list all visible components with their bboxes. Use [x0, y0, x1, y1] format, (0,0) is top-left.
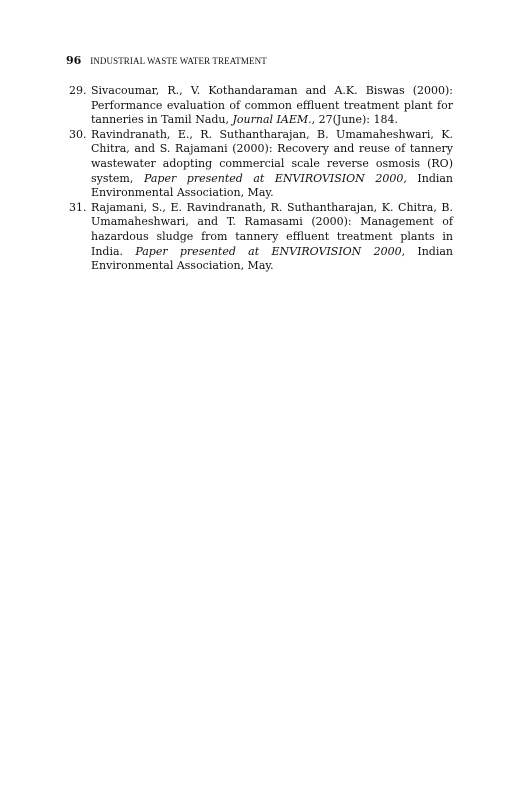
reference-segment: , Indian Environmental Association, May. — [91, 171, 454, 200]
reference-segment: , Indian Environmental Association, May. — [91, 244, 454, 273]
reference-item — [69, 200, 454, 274]
reference-venue: Paper presented at ENVIROVISION 2000 — [135, 244, 402, 258]
reference-text — [91, 128, 453, 201]
reference-segment: Rajamani, S., E. Ravindranath, R. Suthantharajan, K. Chitra, B. Umamaheshwari, and T. Ramasami (2000): Management of hazardous sludge from tannery effluent treatment plants in India. — [91, 200, 453, 258]
reference-number: 31. — [69, 200, 87, 214]
reference-segment: , 27(June): 184. — [311, 113, 398, 127]
reference-text — [91, 201, 453, 274]
reference-venue: Paper presented at ENVIROVISION 2000 — [143, 171, 404, 185]
reference-segment: Sivacoumar, R., V. Kothandaraman and A.K. Biswas (2000): Performance evaluation of common effluent treatment plant for tanneries in Tamil Nadu, — [91, 84, 453, 127]
reference-segment: Ravindranath, E., R. Suthantharajan, B. Umamaheshwari, K. Chitra, and S. Rajamani (2000): Recovery and reuse of tannery wastewater adopting commercial scale reverse osmosis (RO) system, — [91, 127, 453, 185]
reference-number: 29. — [69, 84, 87, 97]
reference-journal-title: Journal IAEM. — [232, 113, 312, 127]
reference-item — [69, 127, 454, 201]
reference-item — [69, 84, 453, 128]
reference-text — [91, 84, 453, 128]
reference-list — [69, 84, 454, 274]
reference-number: 30. — [69, 127, 87, 141]
running-title: INDUSTRIAL WASTE WATER TREATMENT — [90, 56, 267, 66]
running-header — [66, 54, 267, 69]
page-number: 96 — [66, 54, 82, 67]
